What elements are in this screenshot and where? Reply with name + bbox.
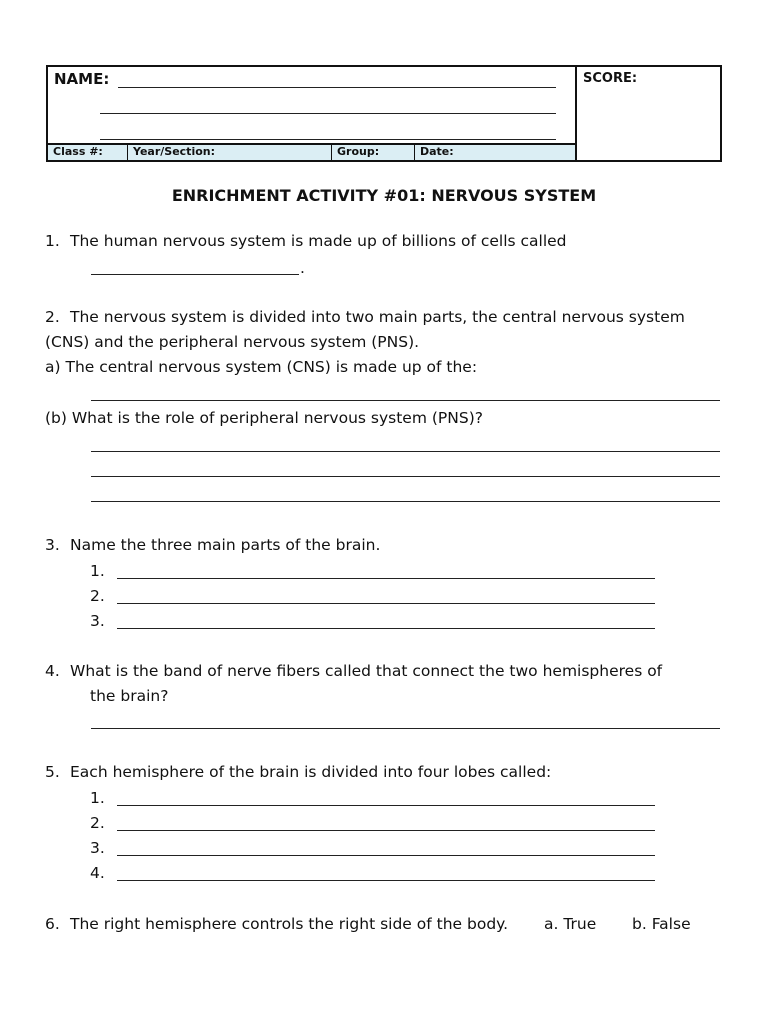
answer-line-q5-3[interactable]: [117, 855, 655, 856]
question-2-line-1: [45, 307, 685, 327]
name-label: NAME:: [54, 70, 110, 88]
question-1: [45, 231, 567, 251]
name-line-1[interactable]: [118, 87, 556, 88]
name-line-3[interactable]: [100, 139, 556, 140]
answer-line-q5-4[interactable]: [117, 880, 655, 881]
name-area: [48, 67, 577, 143]
question-3-text: Name the three main parts of the brain.: [70, 536, 381, 554]
score-label: SCORE:: [583, 71, 638, 86]
answer-line-q2a[interactable]: [91, 400, 720, 401]
info-bar: [48, 143, 577, 160]
question-3: [45, 535, 380, 555]
question-6-number: 6.: [45, 915, 60, 933]
option-false[interactable]: b. False: [632, 915, 691, 933]
answer-line-q2b-3[interactable]: [91, 501, 720, 502]
question-5-number: 5.: [45, 763, 60, 781]
question-2-text: The nervous system is divided into two main parts, the central nervous system: [70, 308, 685, 326]
q5-item-number: 1.: [90, 789, 105, 807]
answer-line-q5-1[interactable]: [117, 805, 655, 806]
header-box: [46, 65, 722, 162]
answer-line-q2b-1[interactable]: [91, 451, 720, 452]
question-4-number: 4.: [45, 662, 60, 680]
question-3-number: 3.: [45, 536, 60, 554]
q3-item-number: 3.: [90, 612, 105, 630]
question-2-line-2: (CNS) and the peripheral nervous system (PNS).: [45, 333, 420, 351]
score-area[interactable]: [577, 67, 720, 160]
year-section-field[interactable]: Year/Section:: [128, 145, 332, 160]
answer-line-q3-1[interactable]: [117, 578, 655, 579]
group-field[interactable]: Group:: [332, 145, 415, 160]
answer-line-q3-3[interactable]: [117, 628, 655, 629]
answer-line-q4[interactable]: [91, 728, 720, 729]
option-true[interactable]: a. True: [544, 915, 597, 933]
q5-item-number: 3.: [90, 839, 105, 857]
q3-item-number: 2.: [90, 587, 105, 605]
question-5-text: Each hemisphere of the brain is divided into four lobes called:: [70, 763, 552, 781]
answer-line-q1[interactable]: [91, 274, 299, 275]
page-title: ENRICHMENT ACTIVITY #01: NERVOUS SYSTEM: [171, 186, 597, 205]
q5-item-number: 4.: [90, 864, 105, 882]
question-2-part-a: a) The central nervous system (CNS) is made up of the:: [45, 358, 478, 376]
class-number-field[interactable]: Class #:: [48, 145, 128, 160]
answer-line-q5-2[interactable]: [117, 830, 655, 831]
question-2-number: 2.: [45, 308, 60, 326]
question-4-line-1: [45, 661, 662, 681]
date-field[interactable]: Date:: [420, 145, 454, 158]
question-2-part-b: (b) What is the role of peripheral nervous system (PNS)?: [45, 409, 483, 427]
question-5: [45, 762, 551, 782]
question-4-line-2: the brain?: [90, 687, 169, 705]
question-1-number: 1.: [45, 232, 60, 250]
question-1-end: .: [300, 259, 305, 277]
question-4-text: What is the band of nerve fibers called that connect the two hemispheres of: [70, 662, 663, 680]
name-line-2[interactable]: [100, 113, 556, 114]
q3-item-number: 1.: [90, 562, 105, 580]
answer-line-q2b-2[interactable]: [91, 476, 720, 477]
answer-line-q3-2[interactable]: [117, 603, 655, 604]
question-6: [45, 914, 508, 934]
question-6-text: The right hemisphere controls the right side of the body.: [70, 915, 509, 933]
question-1-text: The human nervous system is made up of billions of cells called: [70, 232, 567, 250]
q5-item-number: 2.: [90, 814, 105, 832]
